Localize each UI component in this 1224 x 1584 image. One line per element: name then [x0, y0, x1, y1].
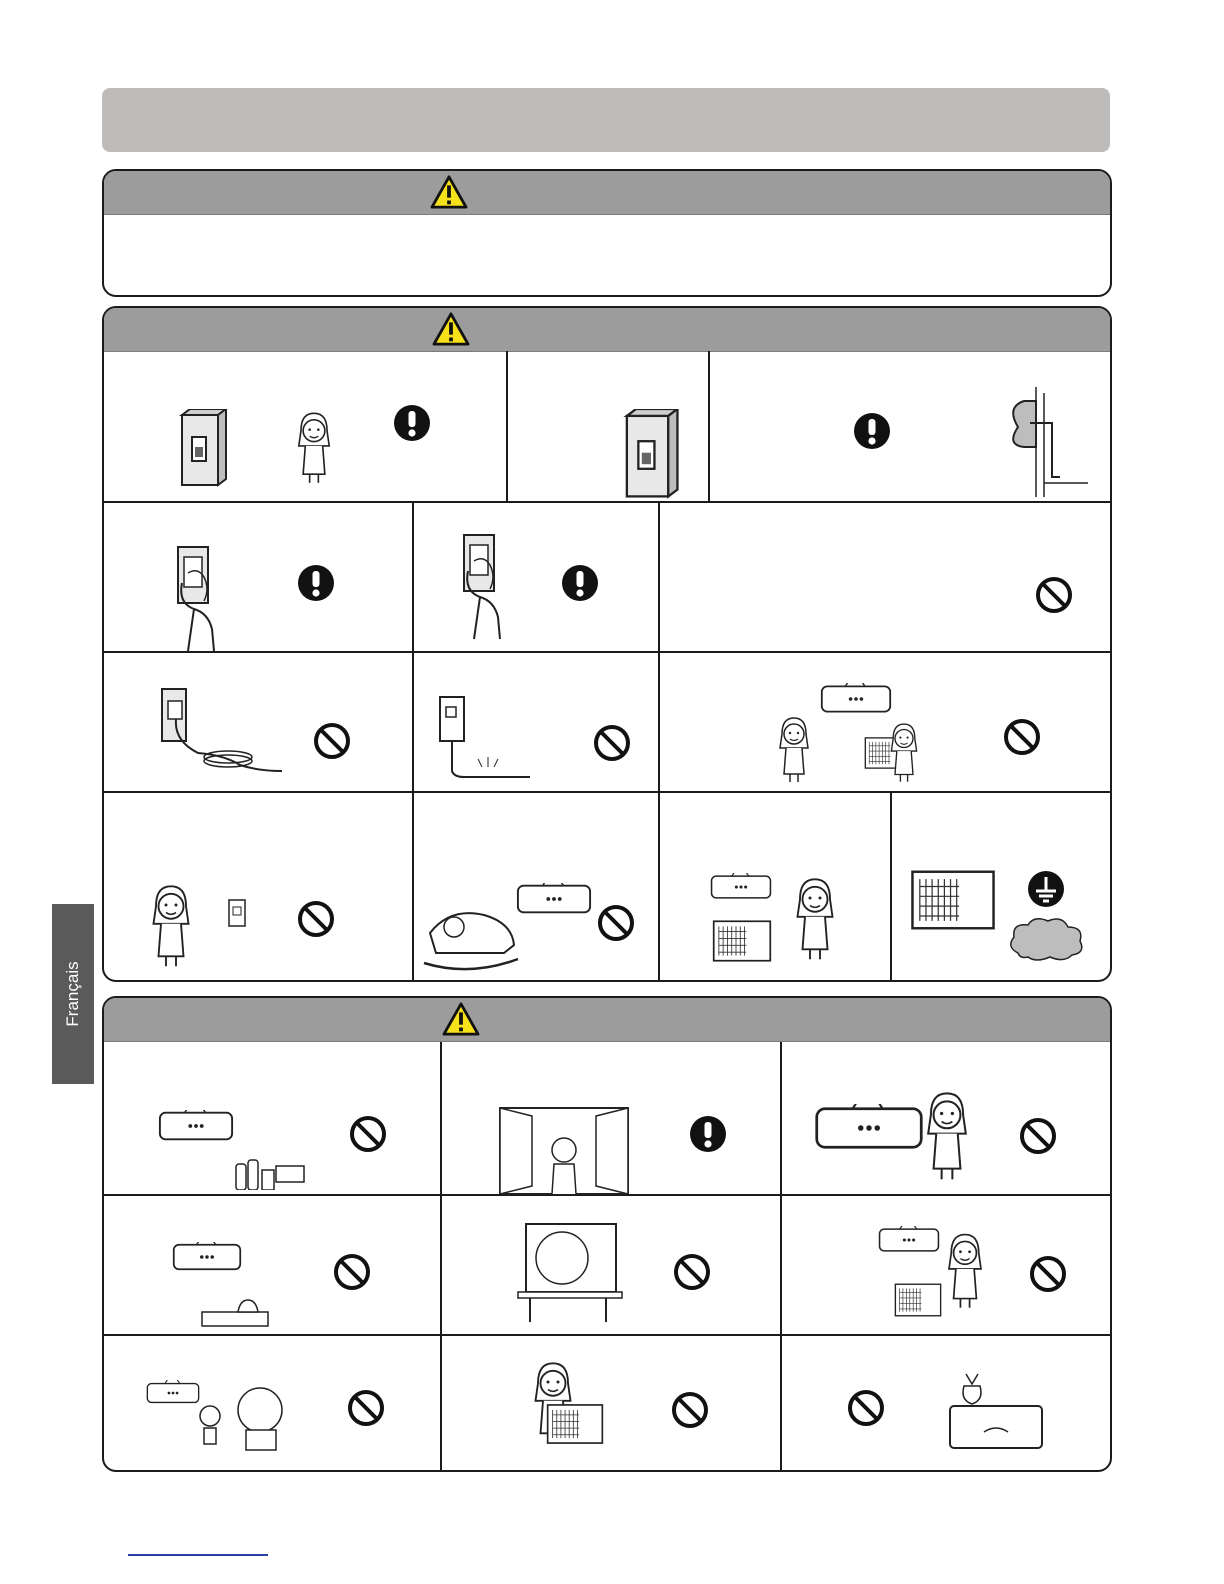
language-label: Français: [63, 961, 82, 1027]
prohibition-icon: [596, 903, 636, 943]
caution-cell: [782, 1336, 1110, 1470]
damaged-cord-illustration: [434, 693, 534, 783]
prohibition-icon: [1034, 575, 1074, 615]
prohibition-icon: [312, 721, 352, 761]
exclamation-icon: [296, 563, 336, 603]
cloud-illustration: [1004, 913, 1086, 963]
vase-on-unit-illustration: [948, 1370, 1044, 1456]
circuit-breaker-illustration: [620, 409, 682, 501]
person-illustration: [920, 1088, 974, 1182]
prohibition-icon: [346, 1388, 386, 1428]
child-illustration: [774, 713, 814, 785]
caution-cell: [782, 1042, 1110, 1196]
stove-illustration: [200, 1298, 270, 1328]
caution-cell: [104, 1042, 442, 1196]
indoor-unit-illustration: [172, 1242, 242, 1272]
caution-cell: [442, 1196, 782, 1336]
caution-panel: [102, 996, 1112, 1472]
caution-cell: [782, 1196, 1110, 1336]
warning-cell: [660, 793, 892, 980]
warning-cell: [414, 503, 660, 653]
outdoor-unit-illustration: [910, 869, 996, 931]
warning-triangle-icon: [430, 175, 468, 209]
prohibition-icon: [1028, 1254, 1068, 1294]
warning-cell: [892, 793, 1110, 980]
caution-cell: [104, 1196, 442, 1336]
warning-triangle-icon: [442, 1002, 480, 1036]
food-bottles-illustration: [232, 1154, 308, 1190]
hand-plug-illustration: [450, 531, 520, 641]
prohibition-icon: [670, 1390, 710, 1430]
warning-cell: [104, 793, 414, 980]
indoor-unit-illustration: [710, 873, 772, 901]
prohibition-icon: [1018, 1116, 1058, 1156]
warning-cell: [104, 351, 508, 503]
exclamation-icon: [852, 411, 892, 451]
panel-2-header: [104, 308, 1110, 352]
indoor-unit-illustration: [516, 883, 592, 915]
warning-cell: [104, 653, 414, 793]
page-title-bar: [102, 88, 1110, 152]
panel-3-header: [104, 998, 1110, 1042]
indoor-unit-illustration: [878, 1226, 940, 1254]
person-on-phone-illustration: [292, 409, 336, 485]
warning-cell: [710, 351, 1110, 503]
warning-cell: [414, 653, 660, 793]
prohibition-icon: [1002, 717, 1042, 757]
caution-cell: [104, 1336, 442, 1470]
wall-pipe-illustration: [1000, 387, 1090, 497]
outlet-illustration: [228, 899, 246, 929]
warning-cell: [660, 503, 1110, 653]
baby-cradle-illustration: [420, 893, 520, 973]
outdoor-unit-illustration: [712, 919, 772, 963]
indoor-unit-illustration: [146, 1380, 200, 1406]
warning-cell: [660, 653, 1110, 793]
warning-cell: [414, 793, 660, 980]
warning-cell: [508, 351, 710, 503]
person-illustration: [146, 881, 196, 969]
person-illustration: [790, 873, 840, 963]
hand-plug-illustration: [164, 543, 234, 653]
open-window-illustration: [498, 1106, 630, 1196]
outdoor-unit-illustration: [894, 1278, 942, 1322]
prohibition-icon: [592, 723, 632, 763]
child-illustration: [886, 719, 922, 785]
exclamation-icon: [392, 403, 432, 443]
prohibition-icon: [332, 1252, 372, 1292]
notice-panel-1: [102, 169, 1112, 297]
footer-underline: [128, 1554, 268, 1556]
prohibition-icon: [846, 1388, 886, 1428]
prohibition-icon: [296, 899, 336, 939]
warning-cell: [104, 503, 414, 653]
coiled-cord-illustration: [154, 683, 284, 773]
exclamation-icon: [560, 563, 600, 603]
caution-cell: [442, 1336, 782, 1470]
prohibition-icon: [348, 1114, 388, 1154]
indoor-unit-illustration: [814, 1104, 924, 1152]
person-with-plant-illustration: [942, 1230, 988, 1310]
ground-icon: [1026, 869, 1066, 909]
indoor-unit-illustration: [820, 683, 892, 715]
warning-triangle-icon: [432, 312, 470, 346]
prohibition-icon: [672, 1252, 712, 1292]
outdoor-unit-illustration: [546, 1398, 604, 1450]
exclamation-icon: [688, 1114, 728, 1154]
plants-illustration: [196, 1386, 292, 1456]
caution-cell: [442, 1042, 782, 1196]
language-side-tab: [52, 904, 94, 1084]
circuit-breaker-illustration: [178, 409, 228, 489]
indoor-unit-illustration: [158, 1110, 234, 1142]
warning-panel: [102, 306, 1112, 982]
outdoor-unit-on-stand-illustration: [516, 1220, 626, 1326]
panel-1-header: [104, 171, 1110, 215]
